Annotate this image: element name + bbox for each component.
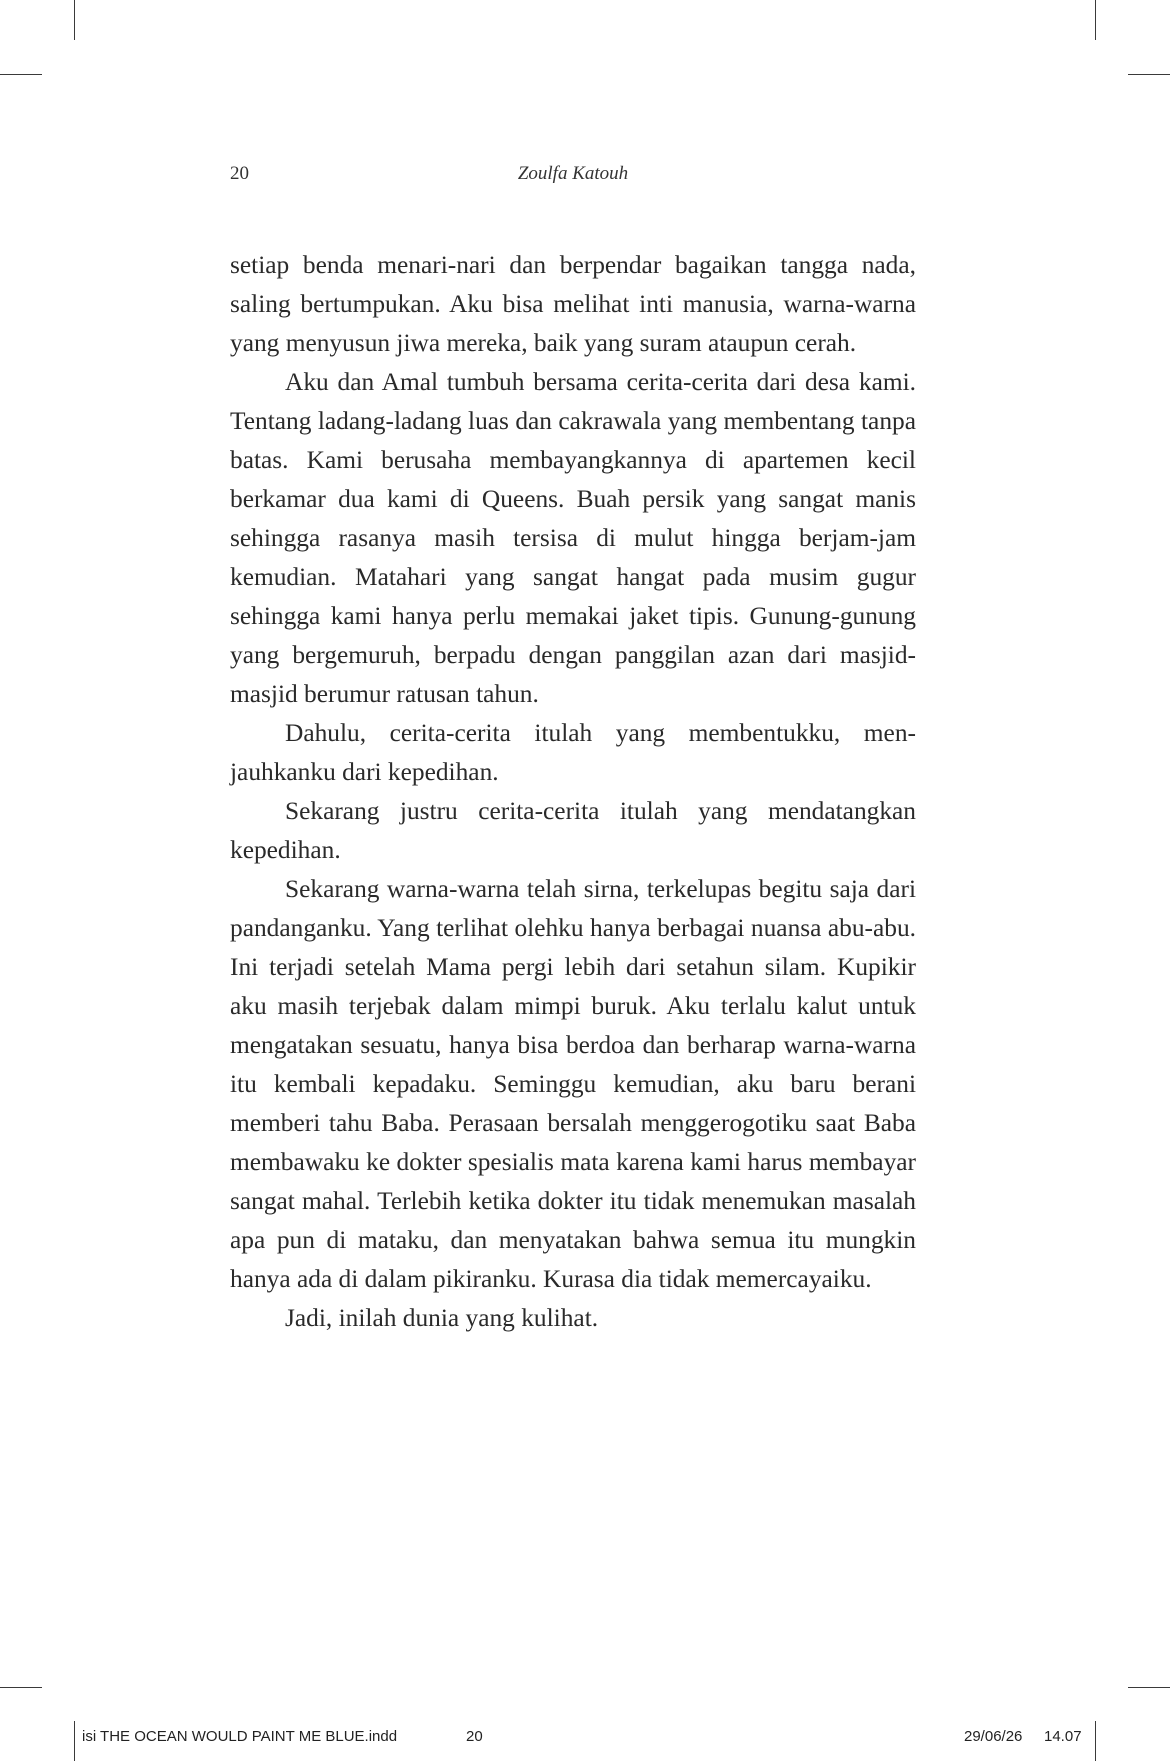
slug-date: 29/06/26	[964, 1728, 1023, 1745]
paragraph: Sekarang justru cerita-cerita itulah yang mendatangkan kepedihan.	[230, 797, 916, 864]
author-name: Zoulfa Katouh	[517, 163, 629, 184]
paragraph: Dahulu, cerita-cerita itulah yang membentukku, menjauhkanku dari kepedihan.	[230, 719, 916, 786]
page-number: 20	[230, 163, 249, 184]
crop-mark-right-top	[1128, 74, 1170, 75]
paragraph: Sekarang warna-warna telah sirna, terkelupas begitu saja dari pandanganku. Yang terlihat olehku hanya berbagai nuansa abu-abu. Ini terjadi setelah Mama pergi lebih dari setahun silam. Kupikir aku masih terjebak dalam mimpi buruk. Aku terlalu kalut untuk mengatakan sesuatu, hanya bisa berdoa dan berharap warna-warna itu kembali kepadaku. Seminggu kemudian, aku baru berani memberi tahu Baba. Perasaan bersalah menggerogotiku saat Baba membawaku ke dokter spesialis mata karena kami harus membayar sangat mahal. Terlebih ketika dokter itu tidak menemukan masalah apa pun di mataku, dan menyatakan bahwa semua itu mungkin hanya ada di dalam pikiranku. Kurasa dia tidak memercayaiku.	[230, 875, 916, 1293]
slug-filename: isi THE OCEAN WOULD PAINT ME BLUE.indd	[82, 1728, 398, 1745]
crop-mark-left-bottom	[0, 1687, 42, 1688]
running-head	[230, 163, 916, 193]
slug-time: 14.07	[1044, 1728, 1082, 1745]
crop-mark-left-top	[0, 74, 42, 75]
crop-mark-top-right	[1095, 0, 1096, 40]
paragraph: setiap benda menari-nari dan berpendar bagaikan tangga nada, saling bertumpukan. Aku bisa melihat inti manusia, warna-warna yang menyusun jiwa mereka, baik yang suram ataupun cerah.	[230, 251, 916, 357]
body-text	[230, 246, 916, 1338]
crop-mark-top-left	[74, 0, 75, 40]
paragraph: Jadi, inilah dunia yang kulihat.	[285, 1304, 599, 1332]
slug-page: 20	[466, 1728, 483, 1745]
crop-mark-bottom-right	[1095, 1721, 1096, 1761]
crop-mark-right-bottom	[1128, 1687, 1170, 1688]
crop-mark-bottom-left	[74, 1721, 75, 1761]
paragraph: Aku dan Amal tumbuh bersama cerita-cerita dari desa kami. Tentang ladang-ladang luas dan cakrawala yang membentang tanpa batas. Kami berusaha membayangkannya di apartemen kecil berkamar dua kami di Queens. Buah persik yang sangat manis sehingga rasanya masih tersisa di mulut hingga berjam-jam kemudian. Matahari yang sangat hangat pada musim gugur sehingga kami hanya perlu memakai jaket tipis. Gunung-gunung yang bergemuruh, berpadu dengan panggilan azan dari masjid-masjid berumur ratusan tahun.	[230, 368, 916, 708]
